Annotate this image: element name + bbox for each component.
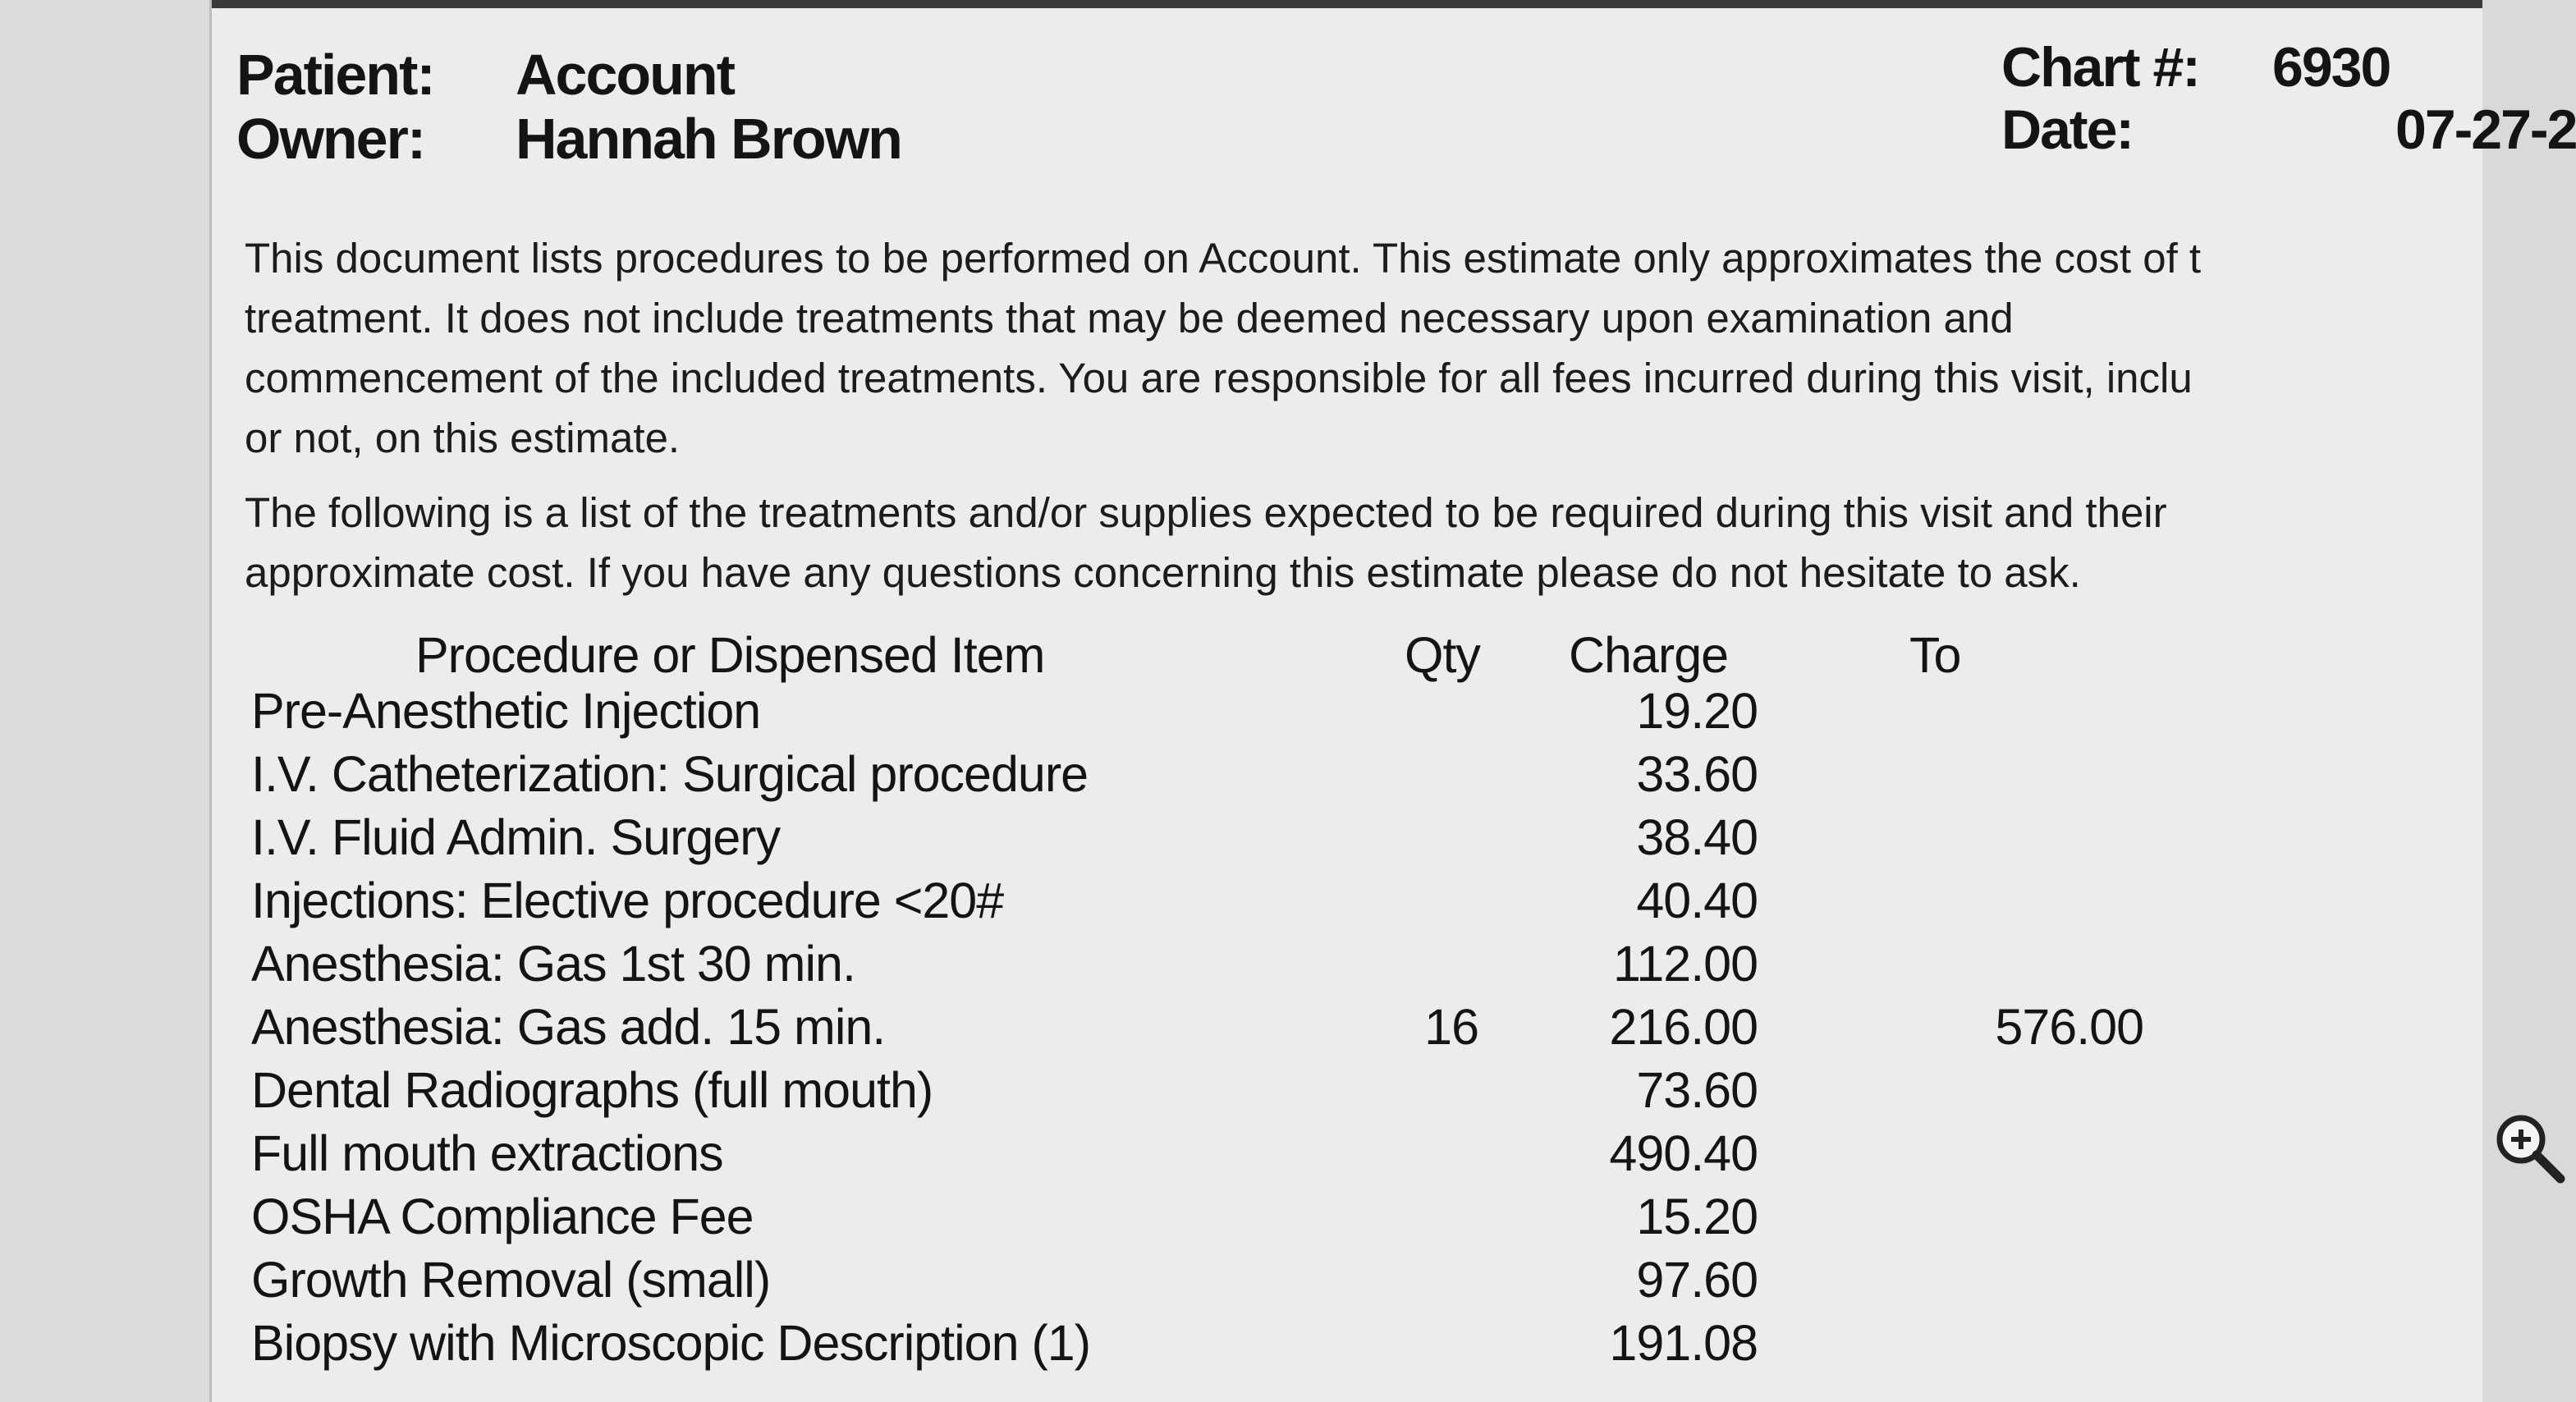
chart-row — [2001, 36, 2576, 99]
charge-cell: 97.60 — [1636, 1252, 1758, 1308]
list-line: The following is a list of the treatments and/or supplies expected to be required during this visit and their — [245, 489, 2167, 536]
item-cell: Full mouth extractions — [251, 1125, 723, 1181]
patient-row — [236, 43, 901, 107]
charge-cell: 33.60 — [1636, 746, 1758, 802]
patient-owner-block — [236, 43, 901, 171]
date-row — [2001, 99, 2576, 161]
item-cell: Biopsy with Microscopic Description (1) — [251, 1315, 1091, 1371]
table-row — [251, 680, 2221, 743]
patient-label: Patient: — [236, 43, 434, 107]
item-cell: Growth Removal (small) — [251, 1252, 771, 1308]
owner-row — [236, 107, 901, 171]
charge-cell: 19.20 — [1636, 683, 1758, 739]
table-header — [251, 624, 2221, 683]
chart-date-block — [2001, 36, 2576, 161]
owner-value: Hannah Brown — [516, 107, 901, 171]
charge-cell: 15.20 — [1636, 1189, 1758, 1244]
patient-value: Account — [516, 43, 734, 107]
item-cell: Dental Radiographs (full mouth) — [251, 1062, 933, 1118]
total-cell: 576.00 — [1995, 999, 2143, 1055]
intro-line: treatment. It does not include treatments that may be deemed necessary upon examination and — [245, 295, 2014, 341]
item-cell: I.V. Catheterization: Surgical procedure — [251, 746, 1089, 802]
charge-cell: 216.00 — [1609, 999, 1758, 1055]
item-cell: Pre-Anesthetic Injection — [251, 683, 761, 739]
top-rule — [212, 0, 2482, 8]
zoom-in-icon[interactable] — [2490, 1108, 2569, 1187]
procedure-table — [251, 624, 2221, 1375]
table-row — [251, 1059, 2221, 1122]
table-row — [251, 1122, 2221, 1185]
list-line: approximate cost. If you have any questions concerning this estimate please do not hesitate to ask. — [245, 549, 2081, 596]
table-row — [251, 1312, 2221, 1375]
table-row — [251, 996, 2221, 1059]
item-cell: Anesthesia: Gas 1st 30 min. — [251, 936, 855, 992]
header-qty: Qty — [1405, 627, 1480, 683]
chart-label: Chart #: — [2001, 36, 2199, 99]
header-total: To — [1909, 627, 1961, 683]
item-cell: Injections: Elective procedure <20# — [251, 873, 1004, 928]
window-gutter — [0, 0, 209, 1402]
table-row — [251, 1249, 2221, 1312]
charge-cell: 490.40 — [1609, 1125, 1758, 1181]
estimate-document — [209, 0, 2576, 1402]
table-row — [251, 806, 2221, 869]
header-charge: Charge — [1569, 627, 1729, 683]
charge-cell: 112.00 — [1612, 936, 1758, 992]
table-row — [251, 869, 2221, 932]
charge-cell: 38.40 — [1636, 809, 1758, 865]
list-paragraph — [245, 483, 2461, 602]
header-procedure: Procedure or Dispensed Item — [415, 627, 1045, 683]
intro-line: or not, on this estimate. — [245, 415, 681, 461]
intro-line: commencement of the included treatments. You are responsible for all fees incurred during this visit, inclu — [245, 355, 2193, 401]
intro-paragraph — [245, 228, 2461, 468]
charge-cell: 73.60 — [1636, 1062, 1758, 1118]
intro-line: This document lists procedures to be performed on Account. This estimate only approximates the cost of t — [245, 235, 2202, 282]
item-cell: I.V. Fluid Admin. Surgery — [251, 809, 781, 865]
table-row — [251, 743, 2221, 806]
table-row — [251, 932, 2221, 996]
item-cell: Anesthesia: Gas add. 15 min. — [251, 999, 886, 1055]
qty-cell: 16 — [1424, 999, 1478, 1055]
date-value: 07-27-2 — [2395, 99, 2576, 161]
date-label: Date: — [2001, 99, 2134, 161]
chart-number: 6930 — [2272, 36, 2390, 99]
charge-cell: 40.40 — [1636, 873, 1758, 928]
charge-cell: 191.08 — [1609, 1315, 1758, 1371]
item-cell: OSHA Compliance Fee — [251, 1189, 754, 1244]
table-row — [251, 1185, 2221, 1249]
owner-label: Owner: — [236, 107, 425, 171]
